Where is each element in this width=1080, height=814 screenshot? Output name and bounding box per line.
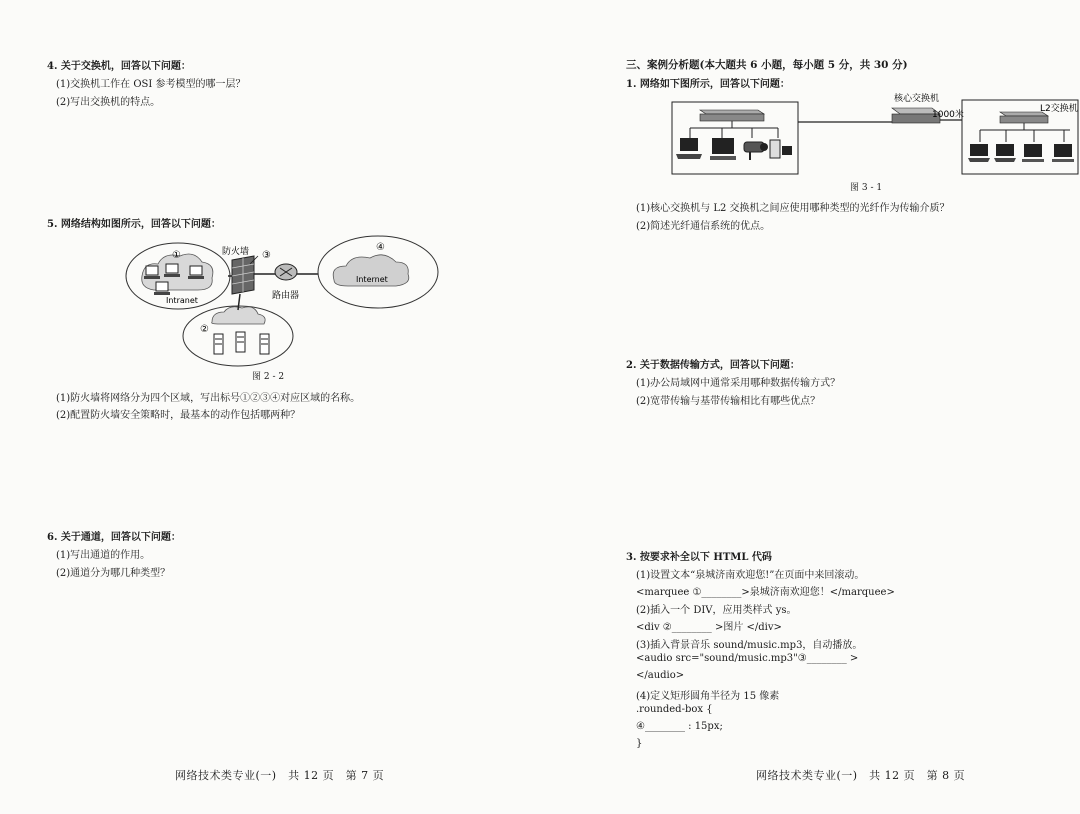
left-switch-icon [700, 110, 764, 121]
case-3-line-1: (1)设置文本“泉城济南欢迎您!”在页面中来回滚动。 [636, 570, 865, 581]
camera-icon [744, 142, 768, 160]
case-3-line-6: <audio src="sound/music.mp3"③________ > [636, 653, 859, 664]
core-switch-label: 核心交换机 [894, 94, 940, 104]
case-1-item-1: (1)核心交换机与 L2 交换机之间应使用哪种类型的光纤作为传输介质？ [636, 203, 950, 214]
case-1-item-2: (2)简述光纤通信系统的优点。 [636, 221, 771, 232]
case-3-line-10: ④________ : 15px; [636, 721, 723, 732]
router-icon [275, 264, 297, 280]
router-label: 路由器 [272, 291, 300, 301]
zone-2-label: ② [200, 324, 209, 335]
case-3-line-4: <div ②________ >图片 </div> [636, 622, 782, 633]
case-3-line-11: } [636, 738, 643, 749]
network-diagram-2-2 [120, 228, 450, 368]
figure-2-2-caption: 图 2 - 2 [252, 372, 285, 382]
case-3-title: 3. 按要求补全以下 HTML 代码 [626, 552, 772, 563]
left-page-footer: 网络技术类专业(一) 共 12 页 第 7 页 [175, 769, 385, 782]
link-distance-label: 1000米 [932, 110, 964, 120]
case-2-item-1: (1)办公局域网中通常采用哪种数据传输方式？ [636, 378, 841, 389]
question-5-item-1: (1)防火墙将网络分为四个区域，写出标号①②③④对应区域的名称。 [56, 393, 361, 404]
server-icons [214, 332, 269, 354]
question-6-title: 6. 关于通道，回答以下问题： [47, 532, 181, 543]
case-3-line-9: .rounded-box { [636, 704, 713, 715]
question-6-item-1: (1)写出通道的作用。 [56, 550, 151, 561]
case-2-item-2: (2)宽带传输与基带传输相比有哪些优点？ [636, 396, 821, 407]
desktop-icon [710, 138, 736, 160]
zone-4-label: ④ [376, 242, 385, 253]
laptop-icon [676, 138, 702, 159]
l2-client-icons [968, 144, 1074, 162]
question-6-item-2: (2)通道分为哪几种类型？ [56, 568, 171, 579]
section-3-title: 三、案例分析题(本大题共 6 小题，每小题 5 分，共 30 分) [626, 59, 908, 71]
zone-3-label: ③ [262, 250, 271, 261]
question-4-title: 4. 关于交换机，回答以下问题： [47, 61, 191, 72]
internet-label: Internet [356, 275, 388, 284]
desktop-tower-icon [770, 140, 792, 158]
case-3-line-8: (4)定义矩形圆角半径为 15 像素 [636, 691, 780, 702]
figure-3-1-caption: 图 3 - 1 [850, 183, 883, 193]
right-page-footer: 网络技术类专业(一) 共 12 页 第 8 页 [756, 769, 966, 782]
case-3-line-2: <marquee ①________>泉城济南欢迎您！</marquee> [636, 587, 895, 598]
case-3-line-5: (3)插入背景音乐 sound/music.mp3，自动播放。 [636, 640, 863, 651]
l2-switch-label: L2交换机 [1040, 104, 1078, 114]
intranet-label: Intranet [166, 296, 198, 305]
case-1-title: 1. 网络如下图所示，回答以下问题： [626, 79, 790, 90]
zone-1-label: ① [172, 250, 181, 261]
firewall-icon [232, 256, 254, 294]
question-5-item-2: (2)配置防火墙安全策略时，最基本的动作包括哪两种？ [56, 410, 301, 421]
question-4-item-1: (1)交换机工作在 OSI 参考模型的哪一层？ [56, 79, 246, 90]
question-4-item-2: (2)写出交换机的特点。 [56, 97, 161, 108]
case-3-line-7: </audio> [636, 670, 685, 681]
question-5-title: 5. 网络结构如图所示，回答以下问题： [47, 219, 221, 230]
case-2-title: 2. 关于数据传输方式，回答以下问题： [626, 360, 800, 371]
network-diagram-3-1 [670, 90, 1080, 176]
firewall-label: 防火墙 [222, 247, 250, 257]
right-page [540, 0, 1080, 814]
case-3-line-3: (2)插入一个 DIV，应用类样式 ys。 [636, 605, 797, 616]
